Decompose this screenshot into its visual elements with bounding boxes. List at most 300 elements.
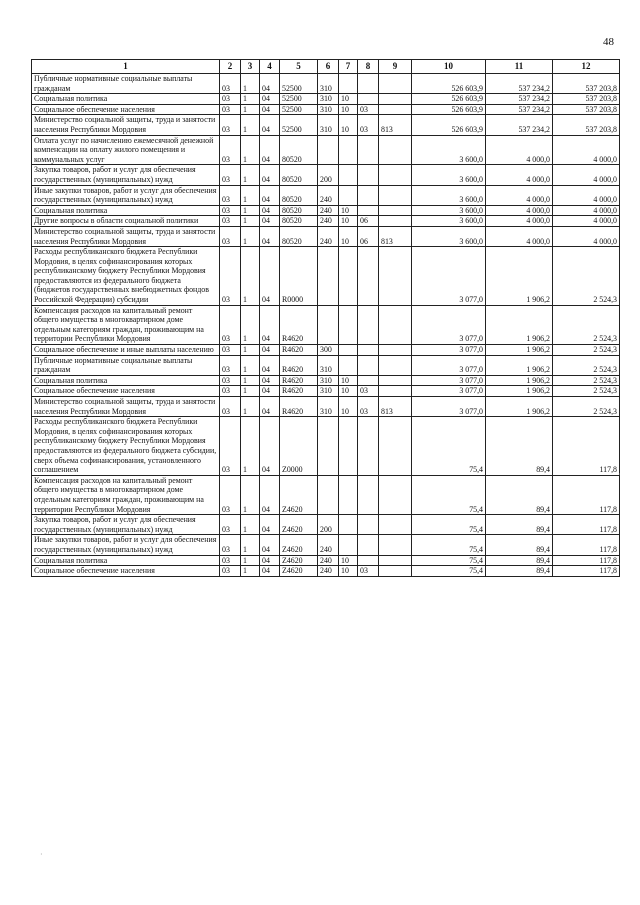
cell-col-7: 10: [339, 115, 358, 135]
cell-col-3: 1: [241, 375, 260, 386]
cell-col-12: 4 000,0: [553, 216, 620, 227]
cell-col-12: 2 524,3: [553, 305, 620, 344]
cell-col-2: 03: [220, 555, 241, 566]
cell-col-11: 4 000,0: [486, 185, 553, 205]
cell-col-3: 1: [241, 185, 260, 205]
cell-col-2: 03: [220, 515, 241, 535]
cell-col-9: [379, 94, 412, 105]
cell-col-4: 04: [260, 226, 280, 246]
cell-col-11: 537 234,2: [486, 74, 553, 94]
cell-col-5: Z0000: [280, 417, 318, 476]
cell-col-9: [379, 185, 412, 205]
cell-col-11: 89,4: [486, 475, 553, 514]
cell-col-5: Z4620: [280, 515, 318, 535]
cell-col-2: 03: [220, 355, 241, 375]
cell-col-7: [339, 165, 358, 185]
cell-col-7: 10: [339, 216, 358, 227]
cell-col-7: [339, 417, 358, 476]
cell-col-6: 310: [318, 94, 339, 105]
cell-col-4: 04: [260, 205, 280, 216]
cell-col-8: [358, 205, 379, 216]
cell-col-11: 89,4: [486, 417, 553, 476]
cell-col-9: 813: [379, 226, 412, 246]
cell-col-6: 300: [318, 345, 339, 356]
cell-col-3: 1: [241, 555, 260, 566]
cell-col-3: 1: [241, 305, 260, 344]
cell-col-10: 3 077,0: [412, 305, 486, 344]
cell-col-8: 03: [358, 115, 379, 135]
cell-col-8: 03: [358, 386, 379, 397]
cell-col-10: 3 600,0: [412, 216, 486, 227]
cell-col-2: 03: [220, 226, 241, 246]
cell-col-5: Z4620: [280, 555, 318, 566]
row-name-cell: Компенсация расходов на капитальный ремонт общего имущества в многоквартирном доме отдельным категориям граждан, проживающим на территории Республики Мордовия: [32, 305, 220, 344]
row-name-cell: Социальная политика: [32, 375, 220, 386]
table-row: [32, 475, 620, 514]
cell-col-12: 117,8: [553, 555, 620, 566]
cell-col-10: 75,4: [412, 555, 486, 566]
cell-col-9: [379, 386, 412, 397]
cell-col-2: 03: [220, 74, 241, 94]
cell-col-12: 2 524,3: [553, 375, 620, 386]
cell-col-2: 03: [220, 397, 241, 417]
cell-col-5: 52500: [280, 104, 318, 115]
cell-col-12: 537 203,8: [553, 94, 620, 105]
cell-col-9: [379, 475, 412, 514]
cell-col-7: 10: [339, 555, 358, 566]
row-name-cell: Иные закупки товаров, работ и услуг для обеспечения государственных (муниципальных) нужд: [32, 535, 220, 555]
column-header: 2: [220, 60, 241, 74]
cell-col-10: 3 077,0: [412, 375, 486, 386]
cell-col-12: 537 203,8: [553, 104, 620, 115]
cell-col-4: 04: [260, 535, 280, 555]
cell-col-10: 526 603,9: [412, 115, 486, 135]
cell-col-8: [358, 74, 379, 94]
cell-col-12: 4 000,0: [553, 135, 620, 165]
cell-col-6: 200: [318, 515, 339, 535]
cell-col-12: 117,8: [553, 417, 620, 476]
cell-col-6: 310: [318, 104, 339, 115]
cell-col-3: 1: [241, 205, 260, 216]
cell-col-4: 04: [260, 375, 280, 386]
cell-col-10: 75,4: [412, 566, 486, 577]
row-name-cell: Расходы республиканского бюджета Республики Мордовия, в целях софинансирования которых республиканскому бюджету Республики Мордовия предоставляются из федерального бюджета (бюджетов государственных внебюджетных фондов Российской Федерации) субсидии: [32, 247, 220, 306]
column-header: 8: [358, 60, 379, 74]
row-name-cell: Публичные нормативные социальные выплаты гражданам: [32, 355, 220, 375]
cell-col-3: 1: [241, 566, 260, 577]
cell-col-3: 1: [241, 247, 260, 306]
cell-col-5: R4620: [280, 355, 318, 375]
cell-col-2: 03: [220, 104, 241, 115]
cell-col-8: [358, 515, 379, 535]
cell-col-8: [358, 185, 379, 205]
page-number: 48: [603, 36, 614, 48]
row-name-cell: Социальная политика: [32, 94, 220, 105]
cell-col-11: 1 906,2: [486, 355, 553, 375]
cell-col-8: [358, 555, 379, 566]
cell-col-6: [318, 305, 339, 344]
cell-col-9: [379, 566, 412, 577]
column-header: 12: [553, 60, 620, 74]
row-name-cell: Публичные нормативные социальные выплаты гражданам: [32, 74, 220, 94]
cell-col-4: 04: [260, 386, 280, 397]
cell-col-9: [379, 216, 412, 227]
cell-col-10: 75,4: [412, 475, 486, 514]
cell-col-8: 06: [358, 226, 379, 246]
cell-col-3: 1: [241, 515, 260, 535]
cell-col-3: 1: [241, 535, 260, 555]
cell-col-12: 537 203,8: [553, 74, 620, 94]
table-row: [32, 566, 620, 577]
cell-col-6: 240: [318, 205, 339, 216]
cell-col-3: 1: [241, 345, 260, 356]
column-header: 1: [32, 60, 220, 74]
cell-col-3: 1: [241, 417, 260, 476]
cell-col-6: 240: [318, 226, 339, 246]
table-row: [32, 397, 620, 417]
cell-col-8: 03: [358, 397, 379, 417]
cell-col-7: [339, 515, 358, 535]
row-name-cell: Министерство социальной защиты, труда и занятости населения Республики Мордовия: [32, 397, 220, 417]
cell-col-5: R4620: [280, 305, 318, 344]
cell-col-12: 117,8: [553, 515, 620, 535]
table-row: [32, 226, 620, 246]
cell-col-11: 4 000,0: [486, 135, 553, 165]
cell-col-2: 03: [220, 345, 241, 356]
column-header: 7: [339, 60, 358, 74]
cell-col-8: [358, 417, 379, 476]
cell-col-7: 10: [339, 226, 358, 246]
cell-col-4: 04: [260, 94, 280, 105]
cell-col-5: 80520: [280, 135, 318, 165]
cell-col-2: 03: [220, 535, 241, 555]
cell-col-9: [379, 305, 412, 344]
cell-col-7: 10: [339, 94, 358, 105]
cell-col-9: [379, 515, 412, 535]
cell-col-7: 10: [339, 104, 358, 115]
cell-col-2: 03: [220, 216, 241, 227]
cell-col-4: 04: [260, 305, 280, 344]
cell-col-12: 4 000,0: [553, 165, 620, 185]
cell-col-11: 4 000,0: [486, 226, 553, 246]
column-header: 5: [280, 60, 318, 74]
table-row: [32, 375, 620, 386]
cell-col-4: 04: [260, 115, 280, 135]
cell-col-11: 1 906,2: [486, 386, 553, 397]
cell-col-3: 1: [241, 165, 260, 185]
cell-col-6: 240: [318, 185, 339, 205]
cell-col-6: 240: [318, 216, 339, 227]
cell-col-4: 04: [260, 104, 280, 115]
cell-col-10: 3 600,0: [412, 205, 486, 216]
cell-col-11: 4 000,0: [486, 216, 553, 227]
cell-col-12: 4 000,0: [553, 185, 620, 205]
table-row: [32, 515, 620, 535]
cell-col-7: 10: [339, 375, 358, 386]
cell-col-4: 04: [260, 74, 280, 94]
row-name-cell: Социальное обеспечение и иные выплаты населению: [32, 345, 220, 356]
row-name-cell: Иные закупки товаров, работ и услуг для обеспечения государственных (муниципальных) нужд: [32, 185, 220, 205]
cell-col-5: R4620: [280, 397, 318, 417]
cell-col-4: 04: [260, 345, 280, 356]
cell-col-8: [358, 94, 379, 105]
cell-col-6: 240: [318, 555, 339, 566]
cell-col-3: 1: [241, 74, 260, 94]
cell-col-8: [358, 345, 379, 356]
cell-col-3: 1: [241, 386, 260, 397]
cell-col-10: 75,4: [412, 535, 486, 555]
scan-mark: ·: [40, 850, 43, 859]
cell-col-7: [339, 74, 358, 94]
row-name-cell: Расходы республиканского бюджета Республики Мордовия, в целях софинансирования которых республиканскому бюджету Республики Мордовия предоставляются из федерального бюджета субсидии, сверх объема софинансирования, установленного соглашением: [32, 417, 220, 476]
cell-col-2: 03: [220, 566, 241, 577]
cell-col-11: 89,4: [486, 535, 553, 555]
cell-col-12: 117,8: [553, 566, 620, 577]
row-name-cell: Социальная политика: [32, 205, 220, 216]
table-row: [32, 355, 620, 375]
row-name-cell: Министерство социальной защиты, труда и занятости населения Республики Мордовия: [32, 115, 220, 135]
cell-col-12: 4 000,0: [553, 226, 620, 246]
cell-col-12: 4 000,0: [553, 205, 620, 216]
cell-col-2: 03: [220, 375, 241, 386]
table-row: [32, 135, 620, 165]
cell-col-2: 03: [220, 475, 241, 514]
cell-col-6: 310: [318, 115, 339, 135]
cell-col-9: [379, 345, 412, 356]
scan-mark: ·: [618, 560, 621, 569]
cell-col-5: Z4620: [280, 566, 318, 577]
cell-col-8: [358, 135, 379, 165]
cell-col-3: 1: [241, 226, 260, 246]
cell-col-2: 03: [220, 247, 241, 306]
cell-col-11: 89,4: [486, 566, 553, 577]
cell-col-9: [379, 355, 412, 375]
cell-col-11: 1 906,2: [486, 305, 553, 344]
cell-col-2: 03: [220, 135, 241, 165]
table-row: [32, 555, 620, 566]
cell-col-10: 526 603,9: [412, 94, 486, 105]
cell-col-8: [358, 305, 379, 344]
cell-col-12: 117,8: [553, 535, 620, 555]
cell-col-7: [339, 535, 358, 555]
cell-col-5: R4620: [280, 345, 318, 356]
cell-col-8: [358, 475, 379, 514]
column-header: 11: [486, 60, 553, 74]
column-header: 6: [318, 60, 339, 74]
cell-col-5: 52500: [280, 115, 318, 135]
cell-col-11: 537 234,2: [486, 94, 553, 105]
cell-col-10: 3 077,0: [412, 247, 486, 306]
cell-col-6: 310: [318, 375, 339, 386]
cell-col-9: [379, 74, 412, 94]
cell-col-10: 3 600,0: [412, 185, 486, 205]
cell-col-8: [358, 355, 379, 375]
cell-col-7: [339, 247, 358, 306]
cell-col-7: [339, 135, 358, 165]
row-name-cell: Социальное обеспечение населения: [32, 104, 220, 115]
table-row: [32, 115, 620, 135]
budget-table: [31, 59, 620, 577]
cell-col-10: 3 077,0: [412, 397, 486, 417]
cell-col-6: 310: [318, 355, 339, 375]
cell-col-5: R4620: [280, 375, 318, 386]
cell-col-12: 537 203,8: [553, 115, 620, 135]
cell-col-8: [358, 165, 379, 185]
cell-col-5: R4620: [280, 386, 318, 397]
cell-col-11: 537 234,2: [486, 104, 553, 115]
cell-col-12: 2 524,3: [553, 386, 620, 397]
cell-col-9: [379, 417, 412, 476]
table-row: [32, 345, 620, 356]
cell-col-4: 04: [260, 555, 280, 566]
cell-col-8: 03: [358, 104, 379, 115]
cell-col-7: [339, 345, 358, 356]
cell-col-10: 3 600,0: [412, 226, 486, 246]
cell-col-11: 537 234,2: [486, 115, 553, 135]
cell-col-3: 1: [241, 475, 260, 514]
row-name-cell: Закупка товаров, работ и услуг для обеспечения государственных (муниципальных) нужд: [32, 165, 220, 185]
table-row: [32, 74, 620, 94]
cell-col-4: 04: [260, 475, 280, 514]
cell-col-7: [339, 475, 358, 514]
cell-col-4: 04: [260, 566, 280, 577]
cell-col-11: 1 906,2: [486, 375, 553, 386]
row-name-cell: Социальная политика: [32, 555, 220, 566]
cell-col-10: 3 600,0: [412, 135, 486, 165]
table-row: [32, 386, 620, 397]
cell-col-12: 2 524,3: [553, 247, 620, 306]
cell-col-9: [379, 555, 412, 566]
cell-col-10: 3 600,0: [412, 165, 486, 185]
header-row: [32, 60, 620, 74]
cell-col-4: 04: [260, 135, 280, 165]
cell-col-7: [339, 185, 358, 205]
cell-col-10: 3 077,0: [412, 345, 486, 356]
table-row: [32, 305, 620, 344]
cell-col-5: R0000: [280, 247, 318, 306]
table-row: [32, 205, 620, 216]
cell-col-6: 200: [318, 165, 339, 185]
column-header: 10: [412, 60, 486, 74]
cell-col-11: 89,4: [486, 555, 553, 566]
cell-col-10: 3 077,0: [412, 355, 486, 375]
cell-col-9: [379, 104, 412, 115]
cell-col-4: 04: [260, 185, 280, 205]
cell-col-5: 80520: [280, 205, 318, 216]
cell-col-10: 75,4: [412, 515, 486, 535]
cell-col-6: 310: [318, 397, 339, 417]
cell-col-6: [318, 247, 339, 306]
cell-col-10: 526 603,9: [412, 104, 486, 115]
column-header: 3: [241, 60, 260, 74]
table-row: [32, 216, 620, 227]
cell-col-9: [379, 247, 412, 306]
cell-col-3: 1: [241, 397, 260, 417]
cell-col-4: 04: [260, 247, 280, 306]
cell-col-12: 2 524,3: [553, 355, 620, 375]
cell-col-3: 1: [241, 355, 260, 375]
cell-col-4: 04: [260, 417, 280, 476]
cell-col-11: 89,4: [486, 515, 553, 535]
cell-col-9: [379, 535, 412, 555]
cell-col-11: 4 000,0: [486, 165, 553, 185]
cell-col-2: 03: [220, 417, 241, 476]
row-name-cell: Закупка товаров, работ и услуг для обеспечения государственных (муниципальных) нужд: [32, 515, 220, 535]
cell-col-2: 03: [220, 115, 241, 135]
cell-col-5: Z4620: [280, 475, 318, 514]
cell-col-6: 310: [318, 74, 339, 94]
cell-col-4: 04: [260, 397, 280, 417]
row-name-cell: Оплата услуг по начислению ежемесячной денежной компенсации на оплату жилого помещения и коммунальных услуг: [32, 135, 220, 165]
cell-col-12: 117,8: [553, 475, 620, 514]
cell-col-2: 03: [220, 205, 241, 216]
cell-col-7: 10: [339, 205, 358, 216]
cell-col-3: 1: [241, 135, 260, 165]
cell-col-11: 4 000,0: [486, 205, 553, 216]
cell-col-11: 1 906,2: [486, 345, 553, 356]
cell-col-10: 3 077,0: [412, 386, 486, 397]
cell-col-5: 80520: [280, 216, 318, 227]
column-header: 4: [260, 60, 280, 74]
row-name-cell: Компенсация расходов на капитальный ремонт общего имущества в многоквартирном доме отдельным категориям граждан, проживающим на территории Республики Мордовия: [32, 475, 220, 514]
row-name-cell: Министерство социальной защиты, труда и занятости населения Республики Мордовия: [32, 226, 220, 246]
cell-col-4: 04: [260, 515, 280, 535]
cell-col-12: 2 524,3: [553, 345, 620, 356]
cell-col-8: [358, 535, 379, 555]
cell-col-6: [318, 417, 339, 476]
cell-col-7: 10: [339, 566, 358, 577]
cell-col-2: 03: [220, 185, 241, 205]
cell-col-7: 10: [339, 386, 358, 397]
cell-col-5: 80520: [280, 185, 318, 205]
cell-col-10: 75,4: [412, 417, 486, 476]
cell-col-7: [339, 305, 358, 344]
row-name-cell: Социальное обеспечение населения: [32, 386, 220, 397]
cell-col-11: 1 906,2: [486, 247, 553, 306]
cell-col-4: 04: [260, 355, 280, 375]
cell-col-3: 1: [241, 94, 260, 105]
cell-col-2: 03: [220, 305, 241, 344]
table-row: [32, 417, 620, 476]
row-name-cell: Социальное обеспечение населения: [32, 566, 220, 577]
cell-col-9: [379, 205, 412, 216]
cell-col-3: 1: [241, 115, 260, 135]
table-row: [32, 165, 620, 185]
table-row: [32, 94, 620, 105]
cell-col-5: Z4620: [280, 535, 318, 555]
cell-col-6: [318, 135, 339, 165]
cell-col-6: 240: [318, 535, 339, 555]
row-name-cell: Другие вопросы в области социальной политики: [32, 216, 220, 227]
cell-col-6: 240: [318, 566, 339, 577]
cell-col-11: 1 906,2: [486, 397, 553, 417]
cell-col-9: 813: [379, 115, 412, 135]
cell-col-4: 04: [260, 165, 280, 185]
scan-mark: ·: [618, 470, 621, 479]
cell-col-8: 03: [358, 566, 379, 577]
cell-col-5: 52500: [280, 74, 318, 94]
table-row: [32, 247, 620, 306]
cell-col-2: 03: [220, 165, 241, 185]
cell-col-5: 80520: [280, 165, 318, 185]
cell-col-9: [379, 375, 412, 386]
cell-col-8: [358, 247, 379, 306]
cell-col-9: [379, 135, 412, 165]
column-header: 9: [379, 60, 412, 74]
cell-col-5: 52500: [280, 94, 318, 105]
cell-col-4: 04: [260, 216, 280, 227]
cell-col-2: 03: [220, 386, 241, 397]
